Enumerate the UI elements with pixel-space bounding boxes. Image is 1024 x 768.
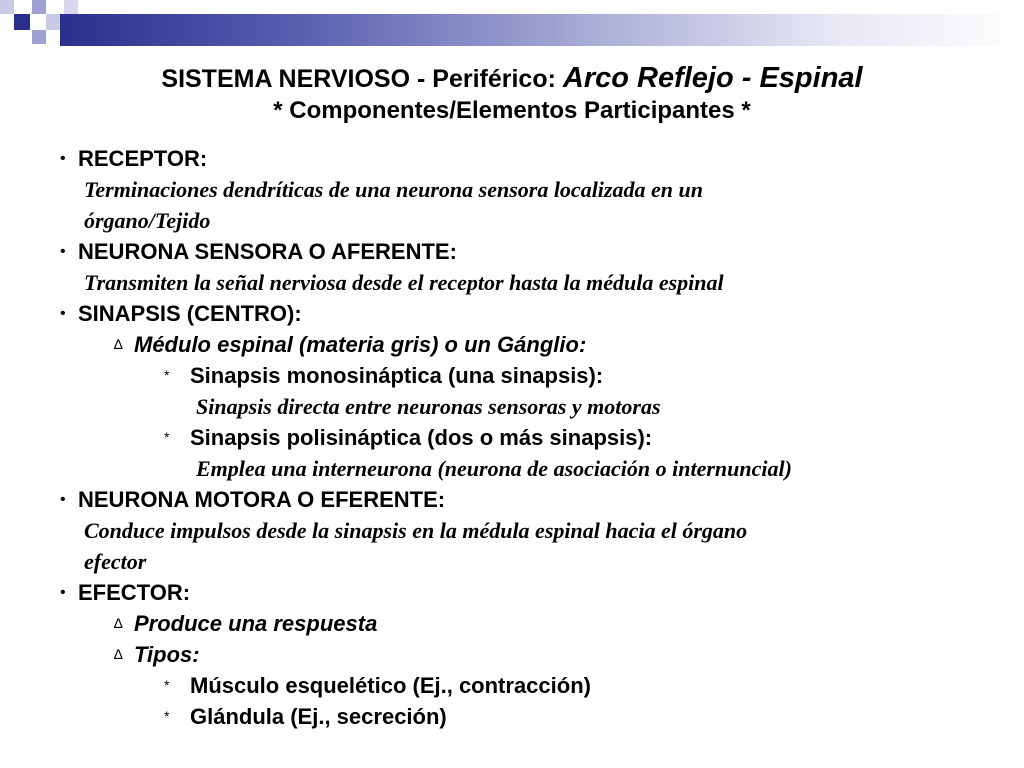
asterisk-icon: * (164, 367, 170, 383)
item-description: Sinapsis directa entre neuronas sensoras y motoras (196, 394, 661, 419)
item-description: Transmiten la señal nerviosa desde el receptor hasta la médula espinal (84, 270, 724, 295)
list-item-efector (60, 577, 990, 608)
triangle-icon: ∆ (114, 646, 123, 662)
sub-sub-item: * Glándula (Ej., secreción) (60, 701, 990, 732)
list-item-receptor (60, 143, 990, 174)
item-description: Conduce impulsos desde la sinapsis en la médula espinal hacia el órgano (84, 518, 748, 543)
title-emphasis: Arco Reflejo - Espinal (562, 62, 863, 94)
decor-square (0, 0, 14, 14)
bullet-icon: • (60, 491, 66, 508)
item-heading: NEURONA SENSORA O AFERENTE: (78, 239, 457, 264)
sub-sub-item: * Sinapsis polisináptica (dos o más sinapsis): (60, 422, 990, 453)
item-description: efector (84, 549, 147, 574)
item-heading: SINAPSIS (CENTRO): (78, 301, 302, 326)
item-heading: NEURONA MOTORA O EFERENTE: (78, 487, 446, 512)
list-item-neurona-motora (60, 484, 990, 515)
decor-square (64, 0, 78, 14)
decor-square (32, 30, 46, 44)
triangle-icon: ∆ (114, 336, 123, 352)
gradient-band (60, 14, 1024, 46)
list-item-neurona-sensora (60, 236, 990, 267)
decor-square (46, 14, 60, 30)
decorative-banner (0, 0, 1024, 60)
title-line-1 (0, 62, 1024, 95)
sub-sub-item: * Músculo esquelético (Ej., contracción) (60, 670, 990, 701)
item-description: órgano/Tejido (84, 208, 211, 233)
sub-item: ∆ Médulo espinal (materia gris) o un Gánglio: (60, 329, 990, 360)
bullet-icon: • (60, 243, 66, 260)
bullet-icon: • (60, 150, 66, 167)
title-line-2: * Componentes/Elementos Participantes * (273, 97, 751, 124)
item-heading: RECEPTOR: (78, 146, 208, 171)
decor-square (32, 0, 46, 14)
sub-item: ∆ Produce una respuesta (60, 608, 990, 639)
triangle-icon: ∆ (114, 615, 123, 631)
bullet-list (60, 143, 990, 732)
sub-sub-item: * Sinapsis monosináptica (una sinapsis): (60, 360, 990, 391)
bullet-icon: • (60, 305, 66, 322)
asterisk-icon: * (164, 677, 170, 693)
item-heading: EFECTOR: (78, 580, 191, 605)
bullet-icon: • (60, 584, 66, 601)
item-description: Emplea una interneurona (neurona de asociación o internuncial) (196, 456, 792, 481)
asterisk-icon: * (164, 429, 170, 445)
slide-title (0, 62, 1024, 127)
title-plain: SISTEMA NERVIOSO - Periférico: (161, 65, 563, 93)
sub-item: ∆ Tipos: (60, 639, 990, 670)
asterisk-icon: * (164, 708, 170, 724)
decor-square (14, 14, 30, 30)
list-item-sinapsis (60, 298, 990, 329)
item-description: Terminaciones dendríticas de una neurona sensora localizada en un (84, 177, 703, 202)
